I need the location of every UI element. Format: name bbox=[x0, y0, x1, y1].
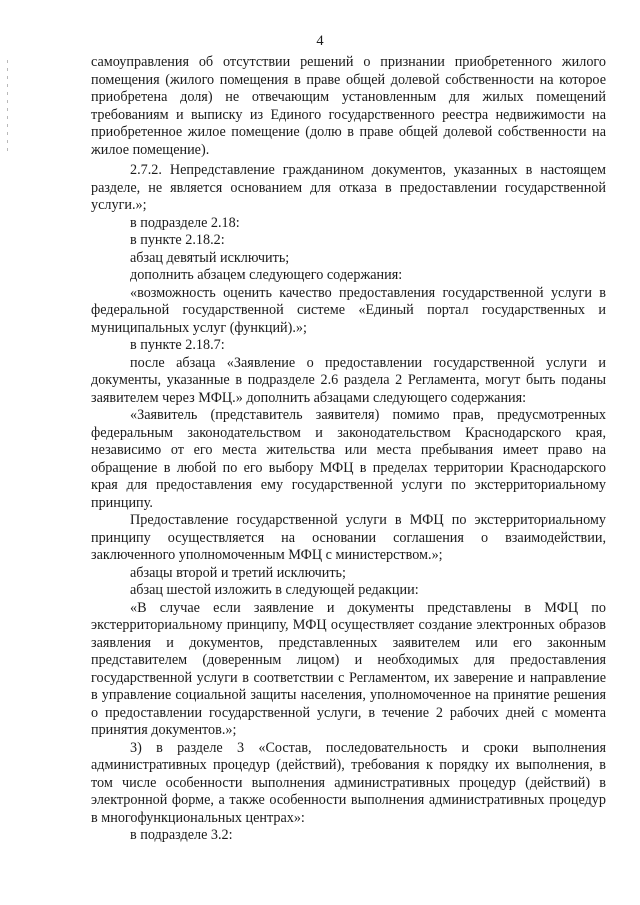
paragraph: в пункте 2.18.7: bbox=[130, 337, 225, 353]
paragraph: в пункте 2.18.2: bbox=[130, 232, 225, 248]
paragraph: абзац шестой изложить в следующей редакции: bbox=[130, 582, 419, 598]
paragraph: абзац девятый исключить; bbox=[130, 249, 290, 266]
margin-marks bbox=[6, 60, 10, 170]
paragraph: «В случае если заявление и документы представлены в МФЦ по экстерриториальному принципу, МФЦ осуществляет создание электронных образов заявления и документов, представленных заявителем или его законным представителем (доверенным лицом) и необходимых для предоставления государственной услуги в соответствии с Регламентом, их заверение и направление в управление социальной защиты населения, уполномоченное на принятие решения о предоставлении государственной услуги, в течение 2 рабочих дней с момента принятия документов.»; bbox=[91, 599, 606, 738]
paragraph: «возможность оценить качество предоставления государственной услуги в федеральной государственной системе «Единый портал государственных и муниципальных услуг (функций).»; bbox=[91, 284, 606, 336]
paragraph: в подразделе 2.18: bbox=[130, 214, 240, 231]
paragraph: после абзаца «Заявление о предоставлении государственной услуги и документы, указанные в подразделе 2.6 раздела 2 Регламента, могут быть поданы заявителем через МФЦ.» дополнить абзацами следующего содержания: bbox=[91, 354, 606, 406]
page-number: 4 bbox=[316, 33, 324, 49]
paragraph: «Заявитель (представитель заявителя) помимо прав, предусмотренных федеральным законодательством и законодательством Краснодарского края, независимо от его места жительства или места пребывания имеет право на обращение в любой по его выбору МФЦ в пределах территории Краснодарского края для предоставления ему государственной услуги по экстерриториальному принципу. bbox=[91, 407, 606, 511]
paragraph: в подразделе 3.2: bbox=[130, 827, 233, 843]
paragraph: абзацы второй и третий исключить; bbox=[130, 564, 346, 581]
paragraph: самоуправления об отсутствии решений о признании приобретенного жилого помещения (жилого помещения в праве общей долевой собственности на которое приобретена доля) не отвечающим установленным для жилых помещений требованиям и выписку из Единого государственного реестра недвижимости на приобретенное жилое помещение (долю в праве общей долевой собственности на жилое помещение). bbox=[91, 54, 606, 158]
paragraph: Предоставление государственной услуги в МФЦ по экстерриториальному принципу осуществляется на основании соглашения о взаимодействии, заключенного уполномоченным МФЦ с министерством.»; bbox=[91, 512, 606, 563]
paragraph: 3) в разделе 3 «Состав, последовательность и сроки выполнения административных процедур (действий), требования к порядку их выполнения, в том числе особенности выполнения административных процедур (действий) в электронной форме, а также особенности выполнения административных процедур в многофункциональных центрах»: bbox=[91, 739, 606, 826]
document-body bbox=[91, 54, 606, 845]
paragraph: дополнить абзацем следующего содержания: bbox=[130, 267, 403, 283]
paragraph: 2.7.2. Непредставление гражданином документов, указанных в настоящем разделе, не является основанием для отказа в предоставлении государственной услуги.»; bbox=[91, 162, 606, 213]
